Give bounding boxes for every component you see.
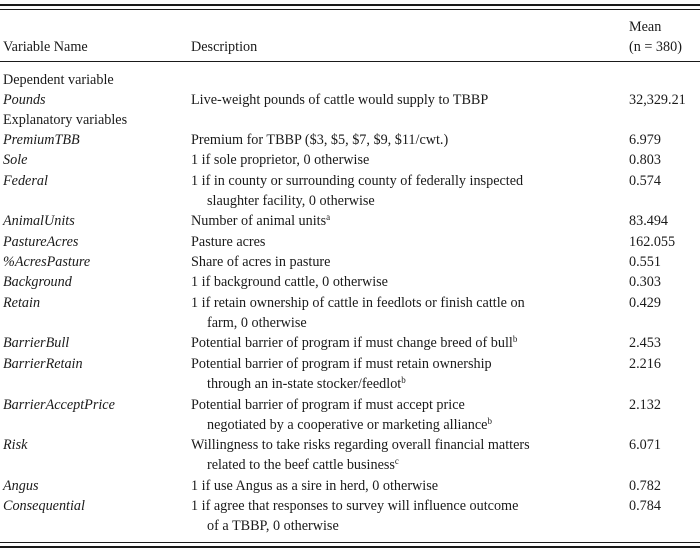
description-text: 1 if retain ownership of cattle in feedlots or finish cattle on — [191, 295, 525, 311]
description-text: Potential barrier of program if must accept price — [191, 397, 465, 413]
header-description: Description — [191, 39, 258, 55]
description-text: Live-weight pounds of cattle would supply to TBBP — [191, 92, 489, 108]
mean-value: 162.055 — [629, 234, 676, 250]
description-text: 1 if use Angus as a sire in herd, 0 otherwise — [191, 478, 439, 494]
variable-name-cell: Retain — [3, 295, 41, 311]
variable-name-cell: PremiumTBB — [3, 132, 80, 148]
description-line — [191, 272, 388, 292]
variable-name-cell: Background — [3, 274, 72, 290]
header-variable-name: Variable Name — [3, 39, 88, 55]
variable-name-cell: Angus — [3, 478, 39, 494]
description-text: 1 if in county or surrounding county of federally inspected — [191, 173, 524, 189]
description-line — [191, 333, 517, 353]
description-text: through an in-state stocker/feedlot — [207, 376, 402, 392]
mean-value: 2.216 — [629, 356, 661, 372]
description-line — [191, 354, 492, 374]
description-line — [191, 476, 438, 496]
mean-value: 2.132 — [629, 397, 661, 413]
mean-value: 0.574 — [629, 173, 661, 189]
description-line — [191, 435, 530, 455]
description-text: 1 if sole proprietor, 0 otherwise — [191, 152, 370, 168]
header-n: (n = 380) — [629, 39, 682, 55]
description-text: negotiated by a cooperative or marketing alliance — [207, 417, 488, 433]
variable-name-cell: Federal — [3, 173, 48, 189]
description-text: 1 if agree that responses to survey will influence outcome — [191, 498, 519, 514]
description-text: related to the beef cattle business — [207, 457, 395, 473]
description-text: farm, 0 otherwise — [207, 315, 307, 331]
variable-name-cell: BarrierRetain — [3, 356, 83, 372]
mean-value: 6.979 — [629, 132, 661, 148]
variable-name-cell: Risk — [3, 437, 28, 453]
bottom-rule-thin — [0, 542, 700, 543]
mean-value: 0.429 — [629, 295, 661, 311]
description-text: Potential barrier of program if must change breed of bull — [191, 335, 513, 351]
footnote-marker: b — [512, 334, 518, 344]
description-text: of a TBBP, 0 otherwise — [207, 518, 339, 534]
description-text: Number of animal units — [191, 213, 327, 229]
mean-value: 0.803 — [629, 152, 661, 168]
variable-name-cell: %AcresPasture — [3, 254, 91, 270]
description-line — [191, 211, 330, 231]
description-line — [207, 415, 492, 435]
section-explanatory: Explanatory variables — [3, 112, 128, 128]
description-text: Premium for TBBP ($3, $5, $7, $9, $11/cwt.) — [191, 132, 449, 148]
description-line — [191, 130, 448, 150]
description-text: Willingness to take risks regarding overall financial matters — [191, 437, 530, 453]
footnote-marker: a — [326, 212, 331, 222]
mean-value: 0.303 — [629, 274, 661, 290]
variable-name-cell: BarrierBull — [3, 335, 70, 351]
mean-value: 32,329.21 — [629, 92, 686, 108]
bottom-rule-thick — [0, 546, 700, 548]
top-rule-thick — [0, 4, 700, 6]
description-text: 1 if background cattle, 0 otherwise — [191, 274, 388, 290]
description-text: Potential barrier of program if must retain ownership — [191, 356, 492, 372]
description-line — [191, 496, 518, 516]
description-text: Pasture acres — [191, 234, 266, 250]
footnote-marker: b — [401, 375, 406, 385]
description-line — [191, 90, 488, 110]
description-line — [207, 313, 307, 333]
mean-value: 6.071 — [629, 437, 661, 453]
variable-name-cell: Pounds — [3, 92, 46, 108]
description-line — [207, 516, 339, 536]
mean-value: 0.784 — [629, 498, 661, 514]
description-line — [207, 455, 399, 475]
variable-name-cell: Sole — [3, 152, 28, 168]
footnote-marker: c — [394, 456, 399, 466]
description-line — [191, 293, 525, 313]
header-mean: Mean — [629, 19, 662, 35]
footnote-marker: b — [487, 416, 492, 426]
top-rule-thin — [0, 9, 700, 10]
header-rule — [0, 61, 700, 62]
mean-value: 83.494 — [629, 213, 669, 229]
description-line — [191, 150, 369, 170]
variable-name-cell: Consequential — [3, 498, 85, 514]
mean-value: 2.453 — [629, 335, 661, 351]
description-line — [191, 252, 330, 272]
description-text: slaughter facility, 0 otherwise — [207, 193, 375, 209]
description-line — [207, 191, 375, 211]
variable-name-cell: PastureAcres — [3, 234, 79, 250]
mean-value: 0.551 — [629, 254, 661, 270]
mean-value: 0.782 — [629, 478, 661, 494]
variable-name-cell: AnimalUnits — [3, 213, 75, 229]
description-line — [191, 171, 523, 191]
description-line — [191, 395, 465, 415]
description-line — [191, 232, 265, 252]
description-line — [207, 374, 406, 394]
section-dependent: Dependent variable — [3, 72, 114, 88]
description-text: Share of acres in pasture — [191, 254, 331, 270]
variable-name-cell: BarrierAcceptPrice — [3, 397, 115, 413]
